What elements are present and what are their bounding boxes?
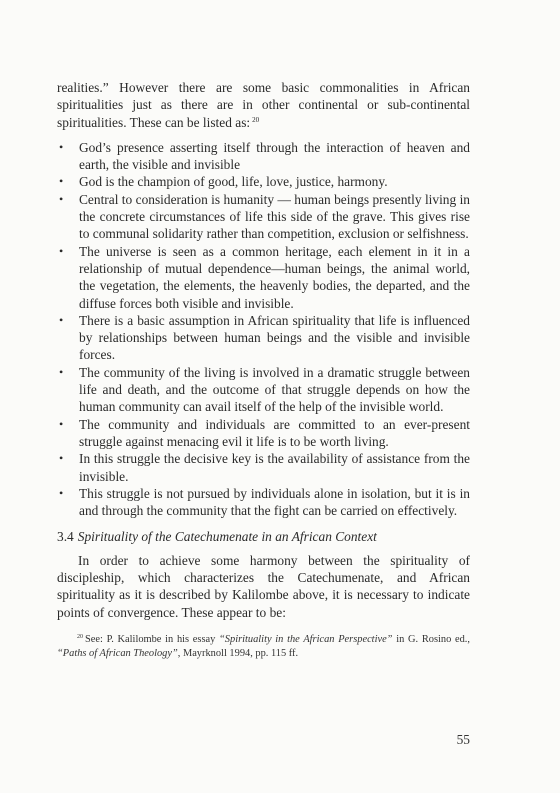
list-item-text: The community and individuals are committed to an ever-present struggle against menacing evil it life is to be worth living. [79, 416, 470, 449]
commonalities-list [57, 139, 470, 520]
footnote-suffix: , Mayrknoll 1994, pp. 115 ff. [177, 647, 299, 659]
footnote-essay-title: “Spirituality in the African Perspective” [219, 633, 393, 645]
body-paragraph: In order to achieve some harmony between the spirituality of discipleship, which characterizes the Catechumenate, and African spirituality as it is described by Kalilombe above, it is necessary to indicate points of convergence. These appear to be: [57, 552, 470, 620]
bullet-icon: • [59, 451, 64, 466]
list-item-text: The universe is seen as a common heritage, each element in it in a relationship of mutual dependence—human beings, the animal world, the vegetation, the elements, the heavenly bodies, the departed, and the diffuse forces both visible and invisible. [79, 243, 470, 311]
list-item [57, 416, 470, 451]
footnote [57, 633, 470, 661]
bullet-icon: • [59, 243, 64, 258]
intro-paragraph [57, 79, 470, 131]
bullet-icon: • [59, 191, 64, 206]
list-item-text: This struggle is not pursued by individuals alone in isolation, but it is in and through the community that the fight can be carried on effectively. [79, 485, 470, 519]
list-item [57, 485, 470, 520]
list-item [57, 364, 470, 416]
bullet-icon: • [59, 485, 64, 500]
section-title: Spirituality of the Catechumenate in an African Context [77, 529, 377, 545]
list-item [57, 243, 470, 312]
list-item-text: Central to consideration is humanity — human beings presently living in the concrete circumstances of life this side of the grave. This gives rise to communal solidarity rather than competition, exclusion or selfishness. [79, 191, 470, 242]
list-item [57, 173, 470, 190]
section-number: 3.4 [57, 529, 74, 545]
list-item-text: God’s presence asserting itself through the interaction of heaven and earth, the visible and invisible [79, 139, 470, 173]
page-number: 55 [456, 732, 470, 747]
footnote-middle: in G. Rosino ed., [392, 633, 470, 645]
footnote-book-title: “Paths of African Theology” [57, 647, 178, 659]
list-item-text: God is the champion of good, life, love, justice, harmony. [79, 174, 388, 190]
list-item [57, 450, 470, 485]
list-item [57, 312, 470, 364]
intro-text: realities.” However there are some basic commonalities in African spiritualities just as there are in other continental or sub-continental spiritualities. These can be listed as: [57, 80, 470, 130]
list-item [57, 139, 470, 174]
list-item-text: In this struggle the decisive key is the availability of assistance from the invisible. [79, 451, 470, 484]
list-item [57, 191, 470, 243]
bullet-icon: • [59, 416, 64, 431]
bullet-icon: • [59, 312, 64, 327]
list-item-text: There is a basic assumption in African spirituality that life is influenced by relationships between human beings and the visible and invisible forces. [79, 312, 470, 363]
page-body [57, 79, 470, 661]
footnote-prefix: See: P. Kalilombe in his essay [85, 633, 220, 645]
footnote-reference: 20 [252, 115, 260, 124]
bullet-icon: • [59, 364, 64, 379]
list-item-text: The community of the living is involved in a dramatic struggle between life and death, and the outcome of that struggle depends on how the human community can avail itself of the help of the invisible world. [79, 364, 470, 415]
section-heading [57, 528, 470, 545]
bullet-icon: • [59, 139, 64, 154]
bullet-icon: • [59, 174, 64, 189]
footnote-marker: 20 [77, 633, 83, 640]
